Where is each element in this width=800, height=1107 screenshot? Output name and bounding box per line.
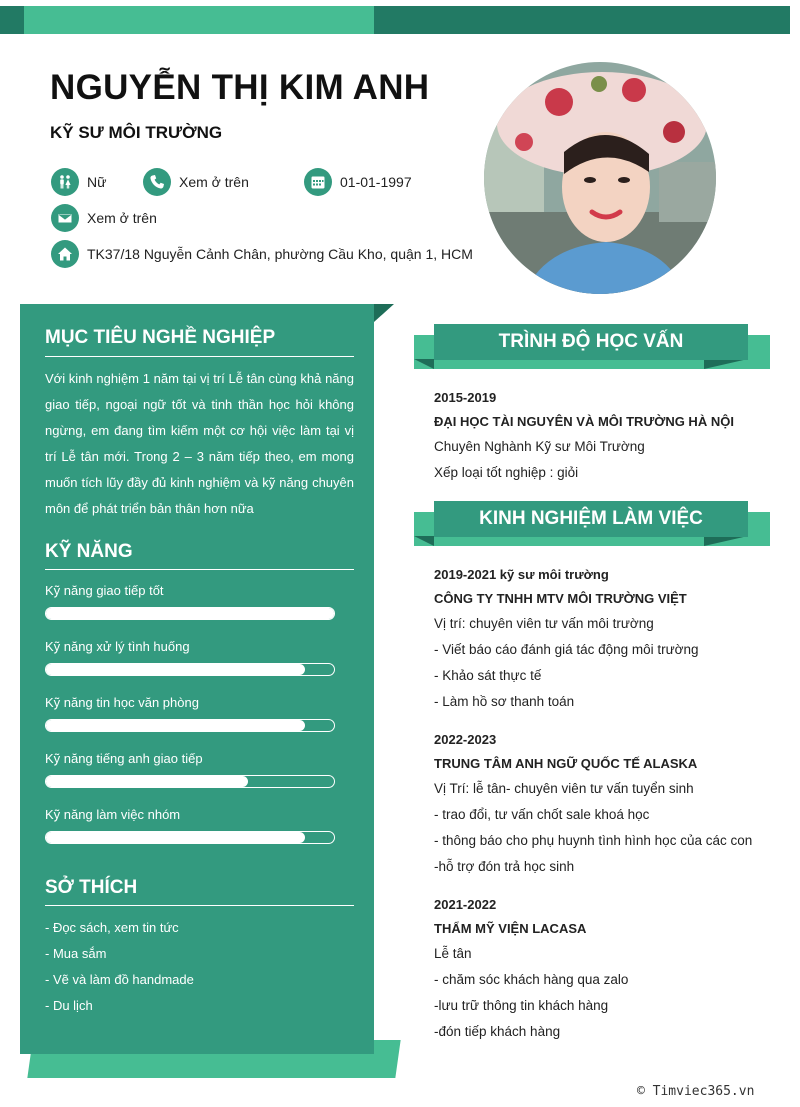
- candidate-name: NGUYỄN THỊ KIM ANH: [50, 68, 430, 107]
- job-period: 2019-2021 kỹ sư môi trường: [434, 567, 609, 582]
- home-icon: [51, 240, 79, 268]
- job-line: Vị trí: chuyên viên tư vấn môi trường: [434, 616, 654, 631]
- education-grade: Xếp loại tốt nghiệp : giỏi: [434, 465, 579, 480]
- job-line: - Làm hồ sơ thanh toán: [434, 694, 575, 709]
- phone-info: [143, 168, 249, 196]
- hobby-item: - Vẽ và làm đồ handmade: [45, 972, 194, 987]
- skill-fill: [46, 664, 305, 675]
- skill-bar: [45, 663, 335, 676]
- profile-photo: [484, 62, 716, 294]
- education-school: ĐẠI HỌC TÀI NGUYÊN VÀ MÔI TRƯỜNG HÀ NỘI: [434, 414, 734, 429]
- address-info: [51, 240, 473, 268]
- hobby-item: - Du lịch: [45, 998, 93, 1013]
- email-info: [51, 204, 157, 232]
- email-value: Xem ở trên: [87, 210, 157, 226]
- gender-info: [51, 168, 106, 196]
- job-line: - thông báo cho phụ huynh tình hình học của các con: [434, 833, 753, 848]
- objective-divider: [45, 356, 354, 357]
- skill-label: Kỹ năng tin học văn phòng: [45, 695, 199, 710]
- skill-label: Kỹ năng giao tiếp tốt: [45, 583, 164, 598]
- skill-label: Kỹ năng xử lý tình huống: [45, 639, 190, 654]
- hobby-item: - Mua sắm: [45, 946, 107, 961]
- job-company: TRUNG TÂM ANH NGỮ QUỐC TẾ ALASKA: [434, 756, 698, 771]
- hobby-item: - Đọc sách, xem tin tức: [45, 920, 179, 935]
- education-major: Chuyên Nghành Kỹ sư Môi Trường: [434, 439, 645, 454]
- skill-label: Kỹ năng làm việc nhóm: [45, 807, 181, 822]
- gender-icon: [51, 168, 79, 196]
- objective-title: MỤC TIÊU NGHỀ NGHIỆP: [45, 327, 276, 348]
- experience-ribbon-fold: [414, 536, 434, 546]
- skill-bar: [45, 831, 335, 844]
- hobbies-title: SỞ THÍCH: [45, 877, 138, 898]
- skill-fill: [46, 608, 334, 619]
- job-line: - chăm sóc khách hàng qua zalo: [434, 972, 629, 987]
- job-line: -lưu trữ thông tin khách hàng: [434, 998, 609, 1013]
- address-value: TK37/18 Nguyễn Cảnh Chân, phường Cầu Kho, quận 1, HCM: [87, 246, 473, 262]
- hobbies-divider: [45, 905, 354, 906]
- skill-bar: [45, 775, 335, 788]
- job-company: CÔNG TY TNHH MTV MÔI TRƯỜNG VIỆT: [434, 591, 687, 606]
- header-bar-accent: [24, 6, 374, 34]
- education-ribbon-fold: [414, 359, 434, 369]
- birthday-info: [304, 168, 412, 196]
- skills-divider: [45, 569, 354, 570]
- skill-fill: [46, 776, 248, 787]
- gender-value: Nữ: [87, 174, 107, 190]
- copyright: © Timviec365.vn: [637, 1084, 755, 1099]
- experience-ribbon-fold: [704, 536, 748, 546]
- job-line: Lễ tân: [434, 946, 472, 961]
- job-line: -hỗ trợ đón trả học sinh: [434, 859, 575, 874]
- phone-value: Xem ở trên: [179, 174, 249, 190]
- education-period: 2015-2019: [434, 390, 497, 405]
- phone-icon: [143, 168, 171, 196]
- objective-text: Với kinh nghiệm 1 năm tại vị trí Lễ tân cùng khả năng giao tiếp, ngoại ngữ tốt và tinh thần học hỏi không ngừng, em đang tìm kiếm một cơ hội việc làm tại vị trí Lễ tân mới. Trong 2 – 3 năm tiếp theo, em mong muốn tích lũy đầy đủ kinh nghiệm và kỹ năng chuyên môn để phát triển bản thân hơn nữa: [45, 371, 354, 516]
- job-line: Vị Trí: lễ tân- chuyên viên tư vấn tuyển sinh: [434, 781, 694, 796]
- job-period: 2022-2023: [434, 732, 497, 747]
- job-line: - Viết báo cáo đánh giá tác động môi trường: [434, 642, 699, 657]
- job-title: KỸ SƯ MÔI TRƯỜNG: [50, 123, 223, 142]
- job-line: -đón tiếp khách hàng: [434, 1024, 561, 1039]
- job-line: - trao đổi, tư vấn chốt sale khoá học: [434, 807, 650, 822]
- panel-fold-top: [374, 304, 394, 322]
- education-title: TRÌNH ĐỘ HỌC VẤN: [434, 324, 748, 360]
- job-period: 2021-2022: [434, 897, 497, 912]
- birthday-value: 01-01-1997: [340, 174, 412, 190]
- skill-bar: [45, 607, 335, 620]
- skill-fill: [46, 832, 305, 843]
- email-icon: [51, 204, 79, 232]
- skill-fill: [46, 720, 305, 731]
- experience-title: KINH NGHIỆM LÀM VIỆC: [434, 501, 748, 537]
- skill-bar: [45, 719, 335, 732]
- skill-label: Kỹ năng tiếng anh giao tiếp: [45, 751, 203, 766]
- skills-title: KỸ NĂNG: [45, 541, 133, 562]
- calendar-icon: [304, 168, 332, 196]
- job-company: THẨM MỸ VIỆN LACASA: [434, 921, 587, 936]
- job-line: - Khảo sát thực tế: [434, 668, 542, 683]
- education-ribbon-fold: [704, 359, 748, 369]
